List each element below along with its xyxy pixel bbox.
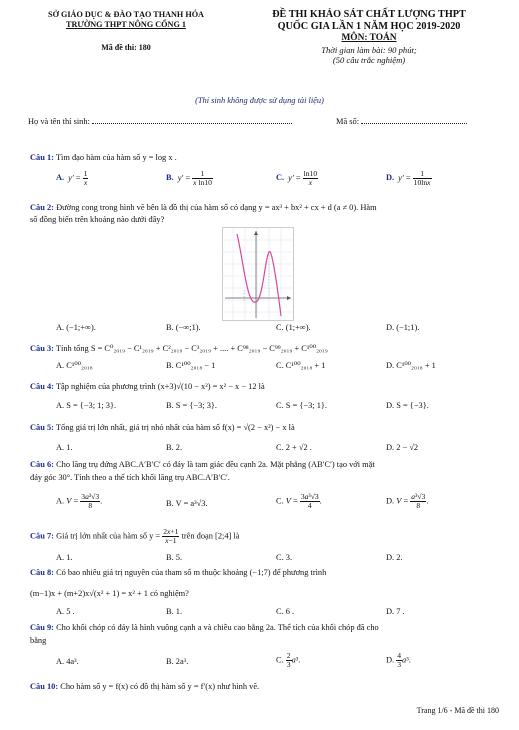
q6-d-label: D. [386, 496, 395, 506]
question-6-text-2: đáy góc 30°. Tính theo a thể tích khối lăng trụ ABC.A′B′C′. [30, 473, 230, 482]
department: SỞ GIÁO DỤC & ĐÀO TẠO THANH HÓA [48, 10, 204, 19]
question-7-text-pre: Giá trị lớn nhất của hàm số y = [56, 531, 161, 541]
q2-option-c: C. (1;+∞). [276, 323, 311, 332]
q4-option-c: C. S = {−3; 1}. [276, 401, 327, 410]
subject: MÔN: TOÁN [341, 33, 397, 44]
header-right [234, 9, 504, 65]
question-10-text: Cho hàm số y = f(x) có đồ thị hàm số y = f′(x) như hình vẽ. [60, 682, 260, 691]
question-2-label: Câu 2: [30, 203, 54, 212]
q4-option-b: B. S = {−3; 3}. [166, 401, 217, 410]
q1-option-d: D. y′ = $\frac{1}{10\ln x}$ [386, 169, 431, 187]
exam-note: (Thí sinh không được sử dụng tài liệu) [195, 96, 324, 105]
q6-option-a: A. V = $\frac{\text{3a³√3}}{8}$ . [56, 492, 103, 510]
cubic-graph-svg [223, 228, 293, 320]
q6-option-c: C. V = $\frac{\text{3a³√3}}{4}$ . [276, 492, 322, 510]
question-7: Câu 7: Giá trị lớn nhất của hàm số y = $\frac{2x+1}{x-1}$ trên đoạn [2;4] là [30, 527, 240, 545]
q7-option-a: A. 1. [56, 553, 73, 562]
q2-option-d: D. (−1;1). [386, 323, 420, 332]
student-id-label: Mã số: [336, 117, 360, 126]
school-name: TRƯỜNG THPT NÔNG CỐNG 1 [66, 20, 186, 30]
question-5-label: Câu 5: [30, 423, 54, 432]
q8-option-b: B. 1. [166, 607, 183, 616]
q9-option-d: D. $\frac{4}{3}$ a³. [386, 651, 411, 669]
question-1 [30, 153, 177, 163]
page-footer: Trang 1/6 - Mã đề thi 180 [416, 706, 499, 715]
q9-option-b: B. 2a³. [166, 657, 189, 666]
question-4 [30, 382, 265, 392]
question-5 [30, 423, 295, 433]
q4-option-a: A. S = {−3; 1; 3}. [56, 401, 117, 410]
q2-option-b: B. (−∞;1). [166, 323, 201, 332]
q9-c-label: C. [276, 655, 284, 665]
q5-option-b: B. 2. [166, 443, 183, 452]
student-name-row [28, 116, 292, 127]
student-name-label: Họ và tên thí sinh: [28, 117, 90, 126]
question-6-label: Câu 6: [30, 460, 54, 469]
exam-title-2: QUỐC GIA LẦN 1 NĂM HỌC 2019-2020 [277, 21, 461, 33]
question-6 [30, 460, 375, 470]
q3-option-b: B. C¹⁰⁰₂₀₁₈ − 1 [166, 361, 216, 370]
question-6-text-1: Cho lăng trụ đứng ABC.A′B′C′ có đáy là tam giác đều cạnh 2a. Mặt phẳng (AB′C′) tạo với mặt [56, 460, 375, 469]
question-7-label: Câu 7: [30, 531, 54, 541]
q6-option-d: D. V = $\frac{\text{a³√3}}{8}$ . [386, 492, 429, 510]
question-9-text-1: Cho khối chóp có đáy là hình vuông cạnh a và chiều cao bằng 2a. Thể tích của khối chóp đã cho [56, 623, 379, 632]
question-2-text-2: số đồng biến trên khoảng nào dưới đây? [30, 215, 165, 224]
q7-option-c: C. 3. [276, 553, 293, 562]
q8-option-c: C. 6 . [276, 607, 295, 616]
question-count: (50 câu trắc nghiệm) [332, 55, 406, 66]
q6-a-label: A. [56, 496, 65, 506]
question-1-label: Câu 1: [30, 153, 54, 162]
q5-option-c: C. 2 + √2 . [276, 443, 312, 452]
exam-title-1: ĐỀ THI KHẢO SÁT CHẤT LƯỢNG THPT [272, 9, 466, 20]
question-1-text: Tìm đạo hàm của hàm số y = log x . [55, 153, 177, 162]
q2-option-a: A. (−1;+∞). [56, 323, 96, 332]
question-10-label: Câu 10: [30, 682, 59, 691]
question-3-label: Câu 3: [30, 344, 54, 353]
question-8 [30, 568, 326, 578]
question-3-text: Tính tổng S = C⁰₂₀₁₉ − C¹₂₀₁₉ + C²₂₀₁₉ − C³₂₀₁₉ + .... + C⁹⁸₂₀₁₉ − C⁹⁹₂₀₁₉ + C¹⁰⁰₂₀₁₉ [55, 344, 328, 353]
q7-option-b: B. 5. [166, 553, 183, 562]
question-8-label: Câu 8: [30, 568, 54, 577]
q3-option-a: A. C¹⁰⁰₂₀₁₈ [56, 361, 93, 370]
q1-d-label: D. [386, 173, 395, 183]
question-4-text: Tập nghiệm của phương trình (x+3)√(10 − x²) = x² − x − 12 là [55, 382, 265, 391]
question-8-text-1: Có bao nhiêu giá trị nguyên của tham số m thuộc khoảng (−1;7) để phương trình [56, 568, 327, 577]
header-left [30, 10, 222, 53]
q8-option-d: D. 7 . [386, 607, 405, 616]
q5-option-d: D. 2 − √2 [386, 443, 419, 452]
time-limit: Thời gian làm bài: 90 phút; [321, 44, 417, 55]
question-4-label: Câu 4: [30, 382, 54, 391]
question-5-text: Tổng giá trị lớn nhất, giá trị nhỏ nhất của hàm số f(x) = √(2 − x²) − x là [55, 423, 295, 432]
q9-option-c: C. $\frac{2}{3}$ a³. [276, 651, 301, 669]
q1-option-c: C. y′ = $\frac{\ln 10}{x}$ [276, 169, 318, 187]
student-name-blank [92, 116, 292, 124]
q1-c-label: C. [276, 173, 285, 183]
student-id-blank [361, 116, 467, 124]
q9-option-a: A. 4a³. [56, 657, 79, 666]
q5-option-a: A. 1. [56, 443, 73, 452]
question-3 [30, 344, 328, 354]
q1-a-label: A. [56, 173, 65, 183]
q7-option-d: D. 2. [386, 553, 403, 562]
question-9 [30, 623, 379, 633]
question-9-label: Câu 9: [30, 623, 54, 632]
cubic-graph [222, 227, 294, 321]
question-9-text-2: bằng [30, 636, 47, 645]
question-2 [30, 203, 377, 213]
question-7-text-post: trên đoạn [2;4] là [181, 531, 240, 541]
question-8-text-2: (m−1)x + (m+2)x√(x² + 1) = x² + 1 có nghiệm? [30, 589, 189, 598]
question-2-text-1: Đường cong trong hình vẽ bên là đồ thị của hàm số có dạng y = ax³ + bx² + cx + d (a ≠ 0). Hàm [56, 203, 377, 212]
q1-b-label: B. [166, 173, 174, 183]
q1-option-b: B. y′ = $\frac{1}{\text{x ln10}}$ [166, 169, 212, 187]
q4-option-d: D. S = {−3}. [386, 401, 429, 410]
q9-d-label: D. [386, 655, 395, 665]
q6-c-label: C. [276, 496, 284, 506]
q6-option-b: B. V = a³√3. [166, 499, 208, 508]
q8-option-a: A. 5 . [56, 607, 75, 616]
q3-option-c: C. C¹⁰⁰₂₀₁₈ + 1 [276, 361, 326, 370]
question-10 [30, 682, 259, 692]
exam-code: Mã đề thi: 180 [101, 42, 151, 52]
student-id-row [336, 116, 467, 127]
q3-option-d: D. C¹⁰⁰₂₀₁₈ + 1 [386, 361, 436, 370]
q1-option-a: A. y′ = $\frac{1}{x}$ [56, 169, 88, 187]
